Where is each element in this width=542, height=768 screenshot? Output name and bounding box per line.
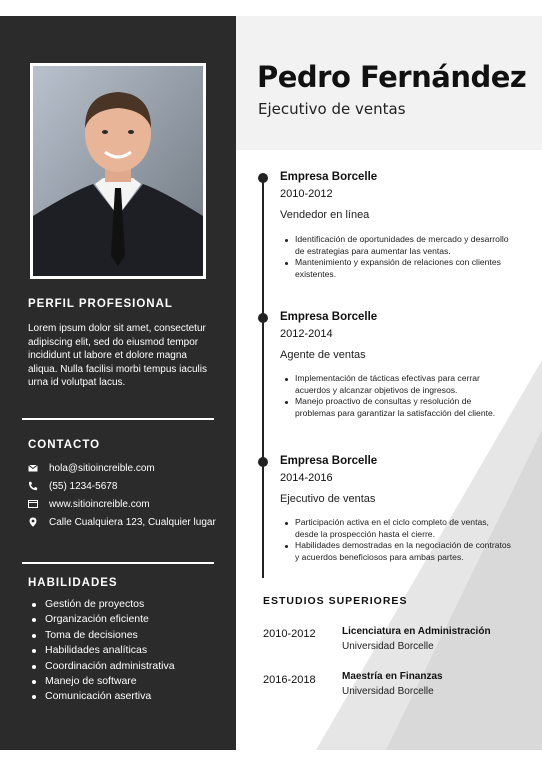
skills-list bbox=[32, 597, 175, 705]
job-bullet: Identificación de oportunidades de mercado y desarrollo de estrategias para aumentar las ventas. bbox=[283, 234, 513, 257]
job-years: 2012-2014 bbox=[280, 328, 333, 340]
contact-address: Calle Cualquiera 123, Cualquier lugar bbox=[49, 517, 216, 528]
profile-text: Lorem ipsum dolor sit amet, consectetur adipiscing elit, sed do eiusmod tempor incididunt ut labore et dolore magna aliqua. Nulla facilisi morbi tempus iaculis urna id volutpat lacus. bbox=[28, 323, 207, 388]
skill-item: Comunicación asertiva bbox=[32, 689, 175, 704]
education-degree: Licenciatura en Administración bbox=[342, 626, 491, 637]
website-icon bbox=[28, 499, 38, 509]
skill-item: Habilidades analíticas bbox=[32, 643, 175, 658]
job-years: 2014-2016 bbox=[280, 472, 333, 484]
candidate-name: Pedro Fernández bbox=[257, 60, 527, 94]
timeline-line bbox=[262, 178, 264, 578]
skill-item: Organización eficiente bbox=[32, 612, 175, 627]
job-company: Empresa Borcelle bbox=[280, 311, 378, 323]
profile-photo bbox=[30, 63, 206, 279]
timeline-dot bbox=[258, 457, 268, 467]
job-bullet: Mantenimiento y expansión de relaciones con clientes existentes. bbox=[283, 257, 513, 280]
education-heading: ESTUDIOS SUPERIORES bbox=[263, 595, 408, 607]
candidate-role: Ejecutivo de ventas bbox=[258, 100, 406, 118]
skill-item: Manejo de software bbox=[32, 674, 175, 689]
contact-email[interactable]: hola@sitioincreible.com bbox=[49, 463, 155, 474]
education-school: Universidad Borcelle bbox=[342, 641, 434, 652]
job-bullet: Participación activa en el ciclo completo de ventas, desde la prospección hasta el cierre. bbox=[283, 517, 513, 540]
job-title: Ejecutivo de ventas bbox=[280, 493, 376, 505]
education-years: 2010-2012 bbox=[263, 628, 316, 640]
education-school: Universidad Borcelle bbox=[342, 686, 434, 697]
job-years: 2010-2012 bbox=[280, 188, 333, 200]
divider bbox=[22, 562, 214, 564]
job-title: Vendedor en línea bbox=[280, 209, 370, 221]
job-bullet: Habilidades demostradas en la negociación de contratos y acuerdos beneficiosos para ambas partes. bbox=[283, 540, 513, 563]
skill-item: Coordinación administrativa bbox=[32, 659, 175, 674]
profile-heading: PERFIL PROFESIONAL bbox=[28, 298, 173, 310]
job-company: Empresa Borcelle bbox=[280, 171, 378, 183]
education-degree: Maestría en Finanzas bbox=[342, 671, 443, 682]
phone-icon bbox=[28, 481, 38, 491]
contact-heading: CONTACTO bbox=[28, 439, 101, 451]
divider bbox=[22, 418, 214, 420]
job-bullet: Implementación de tácticas efectivas para cerrar acuerdos y alcanzar objetivos de ingresos. bbox=[283, 373, 513, 396]
job-bullet: Manejo proactivo de consultas y resolución de problemas para garantizar la satisfacción del cliente. bbox=[283, 396, 513, 419]
skill-item: Toma de decisiones bbox=[32, 628, 175, 643]
timeline-dot bbox=[258, 313, 268, 323]
job-bullets bbox=[283, 517, 513, 563]
contact-website[interactable]: www.sitioincreible.com bbox=[49, 499, 150, 510]
skills-heading: HABILIDADES bbox=[28, 577, 118, 589]
skill-item: Gestión de proyectos bbox=[32, 597, 175, 612]
job-title: Agente de ventas bbox=[280, 349, 366, 361]
job-bullets bbox=[283, 373, 513, 419]
timeline-dot bbox=[258, 173, 268, 183]
location-icon bbox=[28, 517, 38, 527]
contact-phone[interactable]: (55) 1234-5678 bbox=[49, 481, 118, 492]
education-years: 2016-2018 bbox=[263, 674, 316, 686]
job-bullets bbox=[283, 234, 513, 280]
email-icon bbox=[28, 463, 38, 473]
job-company: Empresa Borcelle bbox=[280, 455, 378, 467]
